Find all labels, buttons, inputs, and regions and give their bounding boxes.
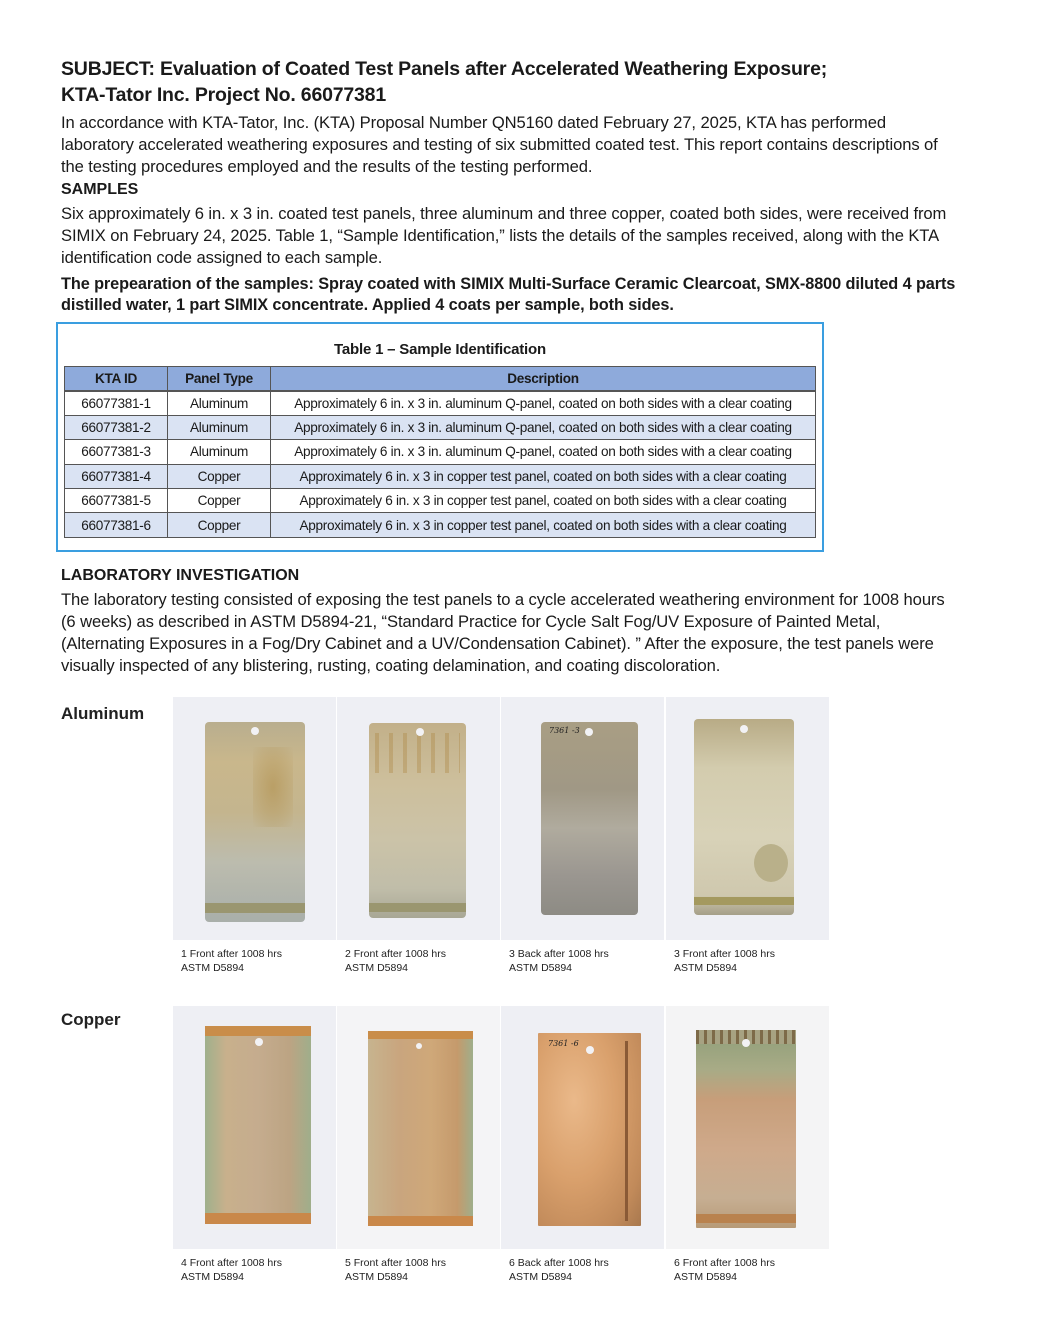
cell-kta-id: 66077381-5	[65, 488, 168, 512]
cell-kta-id: 66077381-3	[65, 440, 168, 464]
panel-photo	[337, 697, 500, 940]
caption-line-1: 1 Front after 1008 hrs	[181, 948, 282, 960]
cell-kta-id: 66077381-1	[65, 391, 168, 415]
photo-caption	[501, 948, 664, 975]
panel-photo	[337, 1006, 500, 1249]
photo-cell-aluminum-1	[173, 697, 336, 975]
photo-caption	[337, 948, 500, 975]
cell-panel-type: Aluminum	[168, 440, 271, 464]
intro-paragraph: In accordance with KTA-Tator, Inc. (KTA) Proposal Number QN5160 dated February 27, 2025, KTA has performed laboratory accelerated weathering exposures and testing of six submitted coated test. This report contains descriptions of the testing procedures employed and the results of the testing performed.	[61, 113, 938, 176]
samples-paragraph: Six approximately 6 in. x 3 in. coated test panels, three aluminum and three copper, coated both sides, were received from SIMIX on February 24, 2025. Table 1, “Sample Identification,” lists the details of the samples received, along with the KTA identification code assigned to each sample.	[61, 204, 947, 267]
cell-description: Approximately 6 in. x 3 in. aluminum Q-panel, coated on both sides with a clear coating	[271, 440, 816, 464]
photo-cell-copper-6-front	[666, 1006, 829, 1284]
column-header-panel-type: Panel Type	[168, 367, 271, 391]
panel-photo	[501, 697, 664, 940]
photo-cell-aluminum-3-front	[666, 697, 829, 975]
caption-line-2: ASTM D5894	[345, 1270, 409, 1283]
copper-panel-image	[205, 1026, 311, 1224]
sample-identification-table	[64, 366, 816, 538]
caption-line-1: 6 Front after 1008 hrs	[674, 1257, 775, 1269]
panel-bottom-edge	[696, 1214, 796, 1223]
panel-bottom-edge	[205, 903, 305, 913]
photo-cell-aluminum-3-back	[501, 697, 664, 975]
photo-cell-copper-4	[173, 1006, 336, 1284]
caption-line-2: ASTM D5894	[674, 1270, 738, 1283]
table-row	[65, 415, 816, 439]
report-page	[61, 56, 961, 316]
caption-line-1: 3 Front after 1008 hrs	[674, 948, 775, 960]
stain-spot	[754, 844, 788, 882]
panel-photo	[666, 697, 829, 940]
panel-hole	[416, 728, 424, 736]
panel-bottom-edge	[369, 903, 466, 912]
table-row	[65, 464, 816, 488]
photo-caption	[173, 1257, 336, 1284]
copper-panel-image	[696, 1030, 796, 1228]
cell-description: Approximately 6 in. x 3 in copper test panel, coated on both sides with a clear coating	[271, 464, 816, 488]
cell-kta-id: 66077381-6	[65, 513, 168, 537]
aluminum-panel-image	[694, 719, 794, 915]
photo-caption	[666, 948, 829, 975]
panel-marking: 7361 -3	[549, 726, 580, 735]
caption-line-2: ASTM D5894	[509, 961, 573, 974]
caption-line-2: ASTM D5894	[345, 961, 409, 974]
copper-panel-image	[368, 1031, 473, 1226]
panel-marking: 7361 -6	[548, 1039, 579, 1048]
panel-hole	[740, 725, 748, 733]
cell-panel-type: Aluminum	[168, 391, 271, 415]
subject-line-1: SUBJECT: Evaluation of Coated Test Panels after Accelerated Weathering Exposure;	[61, 58, 828, 80]
column-header-description: Description	[271, 367, 816, 391]
caption-line-1: 4 Front after 1008 hrs	[181, 1257, 282, 1269]
samples-heading: SAMPLES	[61, 181, 139, 198]
panel-bottom-edge	[205, 1213, 311, 1224]
panel-photo	[666, 1006, 829, 1249]
table-row	[65, 440, 816, 464]
cell-description: Approximately 6 in. x 3 in copper test panel, coated on both sides with a clear coating	[271, 513, 816, 537]
table-caption: Table 1 – Sample Identification	[334, 341, 546, 358]
caption-line-1: 2 Front after 1008 hrs	[345, 948, 446, 960]
panel-hole	[251, 727, 259, 735]
panel-hole	[585, 728, 593, 736]
panel-hole	[416, 1043, 422, 1049]
subject-line-2: KTA-Tator Inc. Project No. 66077381	[61, 84, 386, 106]
cell-description: Approximately 6 in. x 3 in. aluminum Q-panel, coated on both sides with a clear coating	[271, 415, 816, 439]
lab-paragraph: The laboratory testing consisted of exposing the test panels to a cycle accelerated weathering environment for 1008 hours (6 weeks) as described in ASTM D5894-21, “Standard Practice for Cycle Salt Fog/UV Exposure of Painted Metal, (Alternating Exposures in a Fog/Dry Cabinet and a UV/Condensation Cabinet). ” After the exposure, the test panels were visually inspected of any blistering, rusting, coating delamination, and coating discoloration.	[61, 590, 945, 675]
panel-photo	[501, 1006, 664, 1249]
aluminum-label: Aluminum	[61, 704, 145, 723]
photo-caption	[173, 948, 336, 975]
caption-line-2: ASTM D5894	[674, 961, 738, 974]
preparation-paragraph: The prepearation of the samples: Spray coated with SIMIX Multi-Surface Ceramic Clearcoat, SMX-8800 diluted 4 parts distilled water, 1 part SIMIX concentrate. Applied 4 coats per sample, both sides.	[61, 275, 956, 314]
cell-panel-type: Copper	[168, 464, 271, 488]
cell-kta-id: 66077381-2	[65, 415, 168, 439]
cell-kta-id: 66077381-4	[65, 464, 168, 488]
panel-hole	[742, 1039, 750, 1047]
lab-heading: LABORATORY INVESTIGATION	[61, 567, 300, 584]
cell-description: Approximately 6 in. x 3 in. aluminum Q-panel, coated on both sides with a clear coating	[271, 391, 816, 415]
photo-caption	[501, 1257, 664, 1284]
stain-streaks	[375, 733, 460, 773]
caption-line-2: ASTM D5894	[181, 1270, 245, 1283]
table-row	[65, 391, 816, 415]
copper-label: Copper	[61, 1010, 121, 1029]
panel-bottom-edge	[694, 897, 794, 905]
panel-top-edge	[368, 1031, 473, 1039]
panel-photo	[173, 1006, 336, 1249]
table-header-row	[65, 367, 816, 391]
cell-panel-type: Copper	[168, 513, 271, 537]
photo-cell-aluminum-2	[337, 697, 500, 975]
caption-line-2: ASTM D5894	[181, 961, 245, 974]
panel-photo	[173, 697, 336, 940]
photo-caption	[337, 1257, 500, 1284]
subject-heading	[61, 56, 961, 108]
sample-identification-table-frame	[56, 322, 824, 552]
cell-description: Approximately 6 in. x 3 in copper test panel, coated on both sides with a clear coating	[271, 488, 816, 512]
aluminum-panel-image	[541, 722, 638, 915]
cell-panel-type: Copper	[168, 488, 271, 512]
panel-hole	[255, 1038, 263, 1046]
table-row	[65, 488, 816, 512]
caption-line-1: 3 Back after 1008 hrs	[509, 948, 609, 960]
caption-line-1: 6 Back after 1008 hrs	[509, 1257, 609, 1269]
panel-top-edge	[205, 1026, 311, 1036]
photo-caption	[666, 1257, 829, 1284]
panel-hole	[586, 1046, 594, 1054]
lab-section	[61, 564, 961, 677]
cell-panel-type: Aluminum	[168, 415, 271, 439]
column-header-kta-id: KTA ID	[65, 367, 168, 391]
photo-cell-copper-6-back	[501, 1006, 664, 1284]
caption-line-1: 5 Front after 1008 hrs	[345, 1257, 446, 1269]
photo-cell-copper-5	[337, 1006, 500, 1284]
stain-mark	[253, 747, 293, 827]
stain-line	[625, 1041, 628, 1221]
caption-line-2: ASTM D5894	[509, 1270, 573, 1283]
table-row	[65, 513, 816, 537]
panel-bottom-edge	[368, 1216, 473, 1226]
